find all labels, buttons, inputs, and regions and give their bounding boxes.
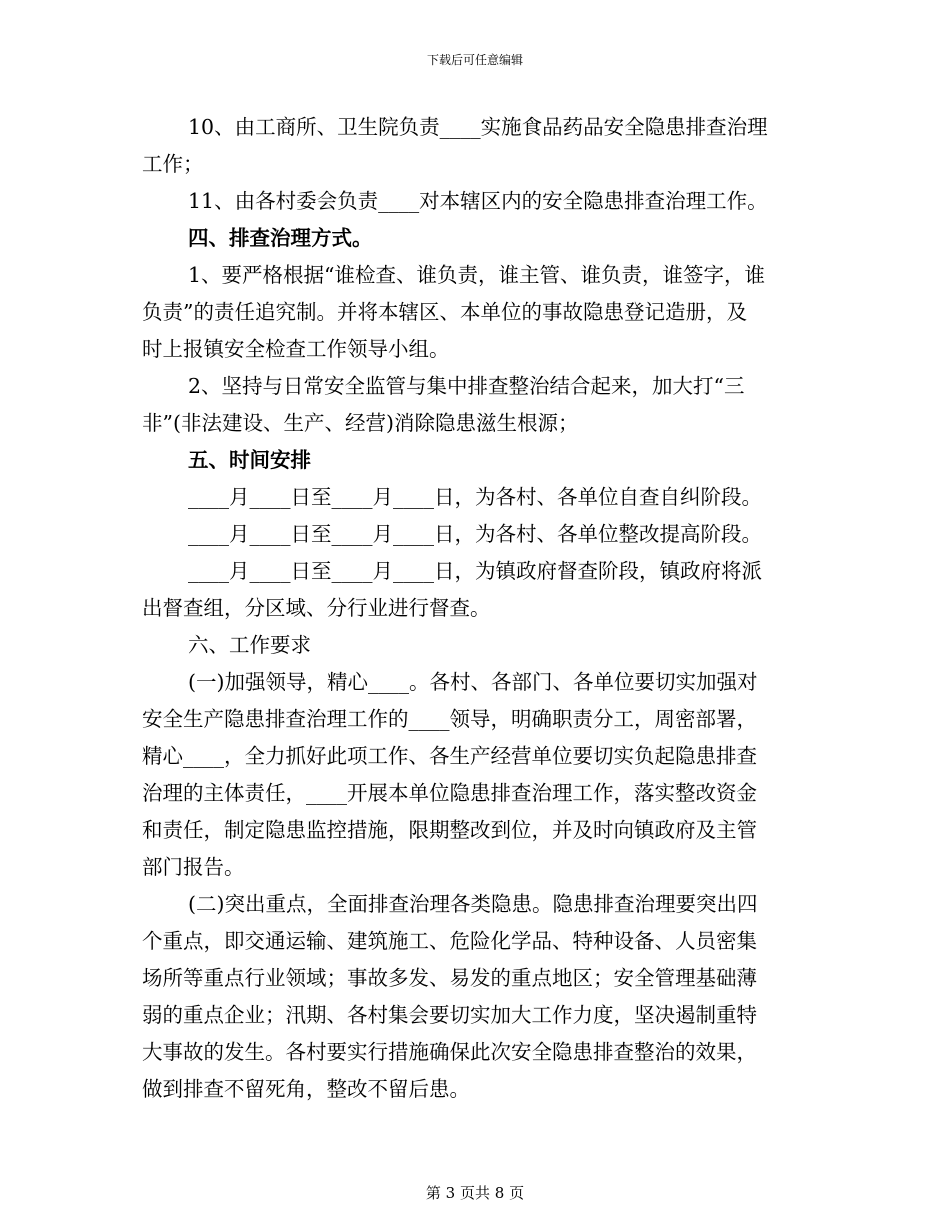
paragraph-line: 时上报镇安全检查工作领导小组。 xyxy=(142,337,450,361)
paragraph-line: (一)加强领导，精心____。各村、各部门、各单位要切实加强对 xyxy=(188,670,758,694)
paragraph-line: 2、坚持与日常安全监管与集中排查整治结合起来，加大打“三 xyxy=(188,374,745,398)
paragraph-line: 1、要严格根据“谁检查、谁负责，谁主管、谁负责，谁签字，谁 xyxy=(188,263,766,287)
paragraph-line: 出督查组，分区域、分行业进行督查。 xyxy=(142,596,491,620)
paragraph-line: 工作； xyxy=(142,152,204,176)
paragraph-line: ____月____日至____月____日，为各村、各单位整改提高阶段。 xyxy=(188,522,762,546)
paragraph-line: 治理的主体责任，____开展本单位隐患排查治理工作，落实整改资金 xyxy=(142,781,757,805)
paragraph-line: 安全生产隐患排查治理工作的____领导，明确职责分工，周密部署， xyxy=(142,707,757,731)
paragraph-line: 11、由各村委会负责____对本辖区内的安全隐患排查治理工作。 xyxy=(188,189,768,213)
paragraph-line: 个重点，即交通运输、建筑施工、危险化学品、特种设备、人员密集 xyxy=(142,929,757,953)
paragraph-line: 弱的重点企业；汛期、各村集会要切实加大工作力度，坚决遏制重特 xyxy=(142,1003,757,1027)
paragraph-line: 部门报告。 xyxy=(142,855,245,879)
paragraph-line: 和责任，制定隐患监控措施，限期整改到位，并及时向镇政府及主管 xyxy=(142,818,757,842)
paragraph-line: ____月____日至____月____日，为镇政府督查阶段，镇政府将派 xyxy=(188,559,762,583)
paragraph-line: 精心____，全力抓好此项工作、各生产经营单位要切实负起隐患排查 xyxy=(142,744,757,768)
section-heading: 五、时间安排 xyxy=(188,448,311,472)
paragraph-line: 负责”的责任追究制。并将本辖区、本单位的事故隐患登记造册，及 xyxy=(142,300,747,324)
paragraph-line: 非”(非法建设、生产、经营)消除隐患滋生根源； xyxy=(142,411,579,435)
page-footer: 第 3 页共 8 页 xyxy=(425,1184,525,1202)
paragraph-line: 10、由工商所、卫生院负责____实施食品药品安全隐患排查治理 xyxy=(188,115,768,139)
section-heading: 四、排查治理方式。 xyxy=(188,226,373,250)
paragraph-line: 大事故的发生。各村要实行措施确保此次安全隐患排查整治的效果， xyxy=(142,1040,757,1064)
paragraph-line: ____月____日至____月____日，为各村、各单位自查自纠阶段。 xyxy=(188,485,762,509)
page-header: 下载后可任意编辑 xyxy=(426,53,523,67)
paragraph-line: 场所等重点行业领域；事故多发、易发的重点地区；安全管理基础薄 xyxy=(142,966,757,990)
section-heading: 六、工作要求 xyxy=(188,633,311,657)
paragraph-line: 做到排查不留死角，整改不留后患。 xyxy=(142,1077,470,1101)
paragraph-line: (二)突出重点，全面排查治理各类隐患。隐患排查治理要突出四 xyxy=(188,892,758,916)
